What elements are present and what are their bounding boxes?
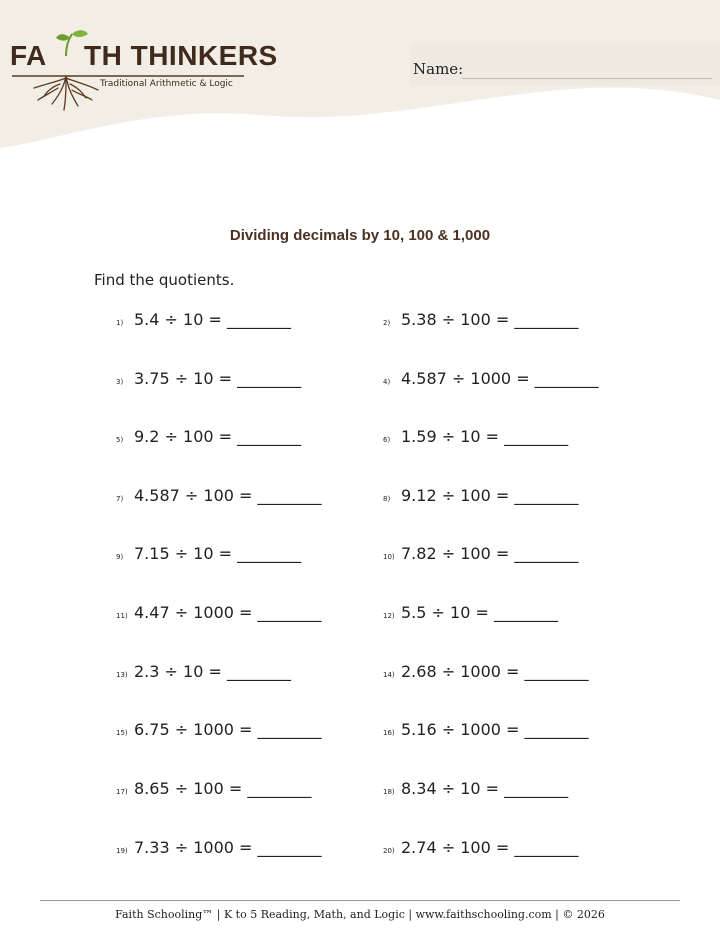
problem-expression: 5.5 ÷ 10 = ________ (401, 603, 558, 622)
problem-number: 4) (383, 378, 391, 386)
problem-number: 13) (116, 671, 128, 679)
problem-item (383, 838, 578, 857)
problem-item (116, 486, 322, 505)
problem-expression: 7.82 ÷ 100 = ________ (401, 544, 579, 563)
problem-number: 12) (383, 612, 395, 620)
problem-expression: 5.38 ÷ 100 = ________ (401, 310, 579, 329)
problem-item (383, 720, 589, 739)
problem-number: 8) (383, 495, 391, 503)
problem-item (383, 779, 568, 798)
problem-item (116, 779, 311, 798)
problem-number: 16) (383, 729, 395, 737)
problem-number: 19) (116, 847, 128, 855)
problem-item (383, 310, 578, 329)
problem-item (383, 369, 599, 388)
problem-item (383, 603, 558, 622)
problem-item (383, 427, 568, 446)
problem-item (116, 662, 291, 681)
problem-number: 20) (383, 847, 395, 855)
name-field-line[interactable] (462, 78, 712, 79)
problem-number: 14) (383, 671, 395, 679)
problem-expression: 1.59 ÷ 10 = ________ (401, 427, 569, 446)
problem-item (116, 369, 301, 388)
problem-number: 18) (383, 788, 395, 796)
problem-item (116, 310, 291, 329)
page-footer: Faith Schooling™ | K to 5 Reading, Math, and Logic | www.faithschooling.com | © 2026 (115, 908, 605, 921)
brand-name-right: TH THINKERS (84, 40, 278, 71)
worksheet-instructions: Find the quotients. (94, 271, 235, 289)
problem-item (116, 427, 301, 446)
problem-item (116, 544, 301, 563)
problem-expression: 7.33 ÷ 1000 = ________ (134, 838, 322, 857)
worksheet-title: Dividing decimals by 10, 100 & 1,000 (229, 227, 491, 244)
problem-number: 2) (383, 319, 391, 327)
problem-expression: 4.587 ÷ 1000 = ________ (401, 369, 599, 388)
problem-number: 3) (116, 378, 124, 386)
problem-number: 15) (116, 729, 128, 737)
problem-number: 9) (116, 553, 124, 561)
problem-item (383, 662, 589, 681)
problem-expression: 7.15 ÷ 10 = ________ (134, 544, 302, 563)
footer-divider (40, 900, 680, 901)
problem-number: 11) (116, 612, 128, 620)
problem-number: 5) (116, 436, 124, 444)
brand-name-left: FA (10, 40, 47, 71)
problem-expression: 3.75 ÷ 10 = ________ (134, 369, 302, 388)
problem-number: 10) (383, 553, 395, 561)
problem-number: 6) (383, 436, 391, 444)
problem-expression: 4.47 ÷ 1000 = ________ (134, 603, 322, 622)
problem-expression: 2.3 ÷ 10 = ________ (134, 662, 291, 681)
problem-expression: 2.68 ÷ 1000 = ________ (401, 662, 589, 681)
problem-item (116, 603, 322, 622)
problem-number: 17) (116, 788, 128, 796)
problem-item (383, 544, 578, 563)
problem-item (116, 720, 322, 739)
name-label: Name: (413, 60, 464, 78)
problem-number: 1) (116, 319, 124, 327)
problem-expression: 2.74 ÷ 100 = ________ (401, 838, 579, 857)
brand-tagline: Traditional Arithmetic & Logic (100, 79, 233, 89)
problem-expression: 5.4 ÷ 10 = ________ (134, 310, 291, 329)
problem-item (116, 838, 322, 857)
problem-expression: 5.16 ÷ 1000 = ________ (401, 720, 589, 739)
problem-number: 7) (116, 495, 124, 503)
problem-expression: 8.34 ÷ 10 = ________ (401, 779, 569, 798)
problem-item (383, 486, 578, 505)
problem-expression: 4.587 ÷ 100 = ________ (134, 486, 322, 505)
problem-expression: 8.65 ÷ 100 = ________ (134, 779, 312, 798)
problem-expression: 9.2 ÷ 100 = ________ (134, 427, 302, 446)
problem-expression: 9.12 ÷ 100 = ________ (401, 486, 579, 505)
problem-expression: 6.75 ÷ 1000 = ________ (134, 720, 322, 739)
